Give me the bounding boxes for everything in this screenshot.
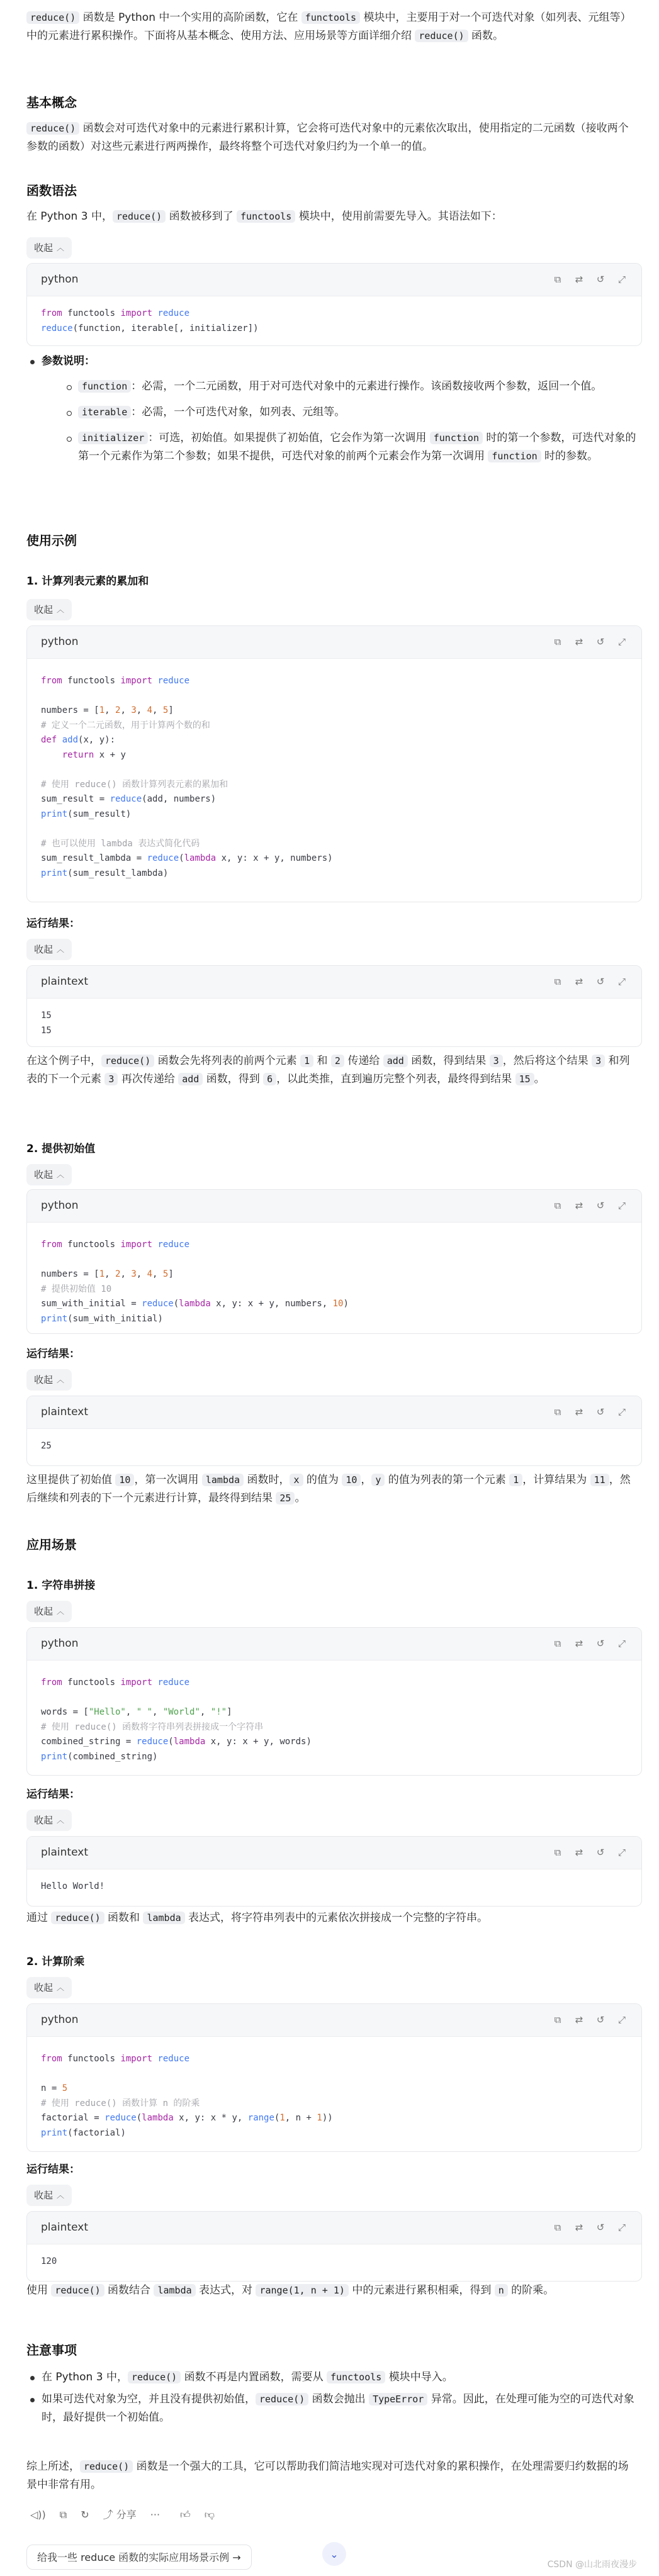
code-content: from functools import reduce numbers = [1, 2, 3, 4, 5] # 提供初始值 10 sum_with_initial = reduce(lambda x, y: x + y, numbers, 10) print(sum_with_initial) xyxy=(41,1240,349,1324)
inline-code: 10 xyxy=(342,1474,361,1486)
thumbs-up-icon[interactable]: 👍︎ xyxy=(180,2509,191,2521)
wrap-icon[interactable]: ⇄ xyxy=(575,1638,583,1649)
list-item xyxy=(63,403,637,422)
inline-code: x xyxy=(290,1474,303,1486)
text: ，计算结果为 xyxy=(522,1474,590,1486)
section-title-notes: 注意事项 xyxy=(26,2343,77,2358)
text: 传递给 xyxy=(344,1055,383,1067)
text: 函数会先将列表的前两个元素 xyxy=(154,1055,301,1067)
code-toolbar xyxy=(552,1844,628,1862)
intro-paragraph xyxy=(26,9,637,45)
inline-code: TypeError xyxy=(369,2393,427,2405)
chevron-up-icon: ︿ xyxy=(57,1606,65,1616)
share-icon: ⤴ xyxy=(103,2509,113,2521)
output-line: 15 xyxy=(41,1025,52,1036)
text: 模块中导入。 xyxy=(385,2371,453,2383)
collapse-button[interactable] xyxy=(26,1369,72,1391)
text: 函数。 xyxy=(468,30,504,42)
text: 函数和 xyxy=(104,1912,144,1924)
collapse-button[interactable] xyxy=(26,1977,72,1998)
copy-icon[interactable]: ⧉ xyxy=(554,274,561,285)
text: 函数会对可迭代对象中的元素进行累积计算，它会将可迭代对象中的元素依次取出，使用指定的二元函数（接收两个参数的函数）对这些元素进行两两操作，最终将整个可迭代对象归约为一个单一的值。 xyxy=(26,122,629,153)
code-language: python xyxy=(41,273,79,286)
inline-code: reduce() xyxy=(113,210,166,223)
run-icon[interactable]: ↺ xyxy=(596,2222,605,2233)
inline-code: functools xyxy=(301,11,360,24)
speaker-icon[interactable]: ◁)) xyxy=(30,2509,46,2521)
chevron-up-icon: ︿ xyxy=(57,243,65,252)
inline-code: reduce() xyxy=(101,1055,154,1067)
example-title-1: 1. 计算列表元素的累加和 xyxy=(26,575,149,588)
thumbs-down-icon[interactable]: 👎︎ xyxy=(204,2509,215,2521)
text: 时的第一个参数，可迭代对象的第一个元素作为第二个参数；如果不提供，可迭代对象的前两个元素会作为第一次调用 xyxy=(78,432,636,462)
collapse-label: 收起 xyxy=(34,1374,54,1386)
inline-code: reduce() xyxy=(415,30,468,42)
code-language: plaintext xyxy=(41,975,88,988)
code-header xyxy=(27,1628,641,1660)
inline-code: reduce() xyxy=(256,2393,308,2405)
params-label: 参数说明： xyxy=(42,355,95,367)
text: 。 xyxy=(295,1492,306,1504)
collapse-label: 收起 xyxy=(34,1168,54,1180)
copy-icon[interactable]: ⧉ xyxy=(554,636,561,647)
list-item xyxy=(26,2368,637,2387)
code-toolbar xyxy=(552,973,628,991)
copy-icon[interactable]: ⧉ xyxy=(554,1406,561,1418)
run-icon[interactable]: ↺ xyxy=(596,1406,605,1418)
text: 这里提供了初始值 xyxy=(26,1474,116,1486)
text: 在 Python 3 中， xyxy=(26,210,113,223)
text: 模块中，使用前需要先导入。其语法如下： xyxy=(295,210,502,223)
share-button[interactable] xyxy=(103,2506,137,2524)
text: 函数时， xyxy=(244,1474,290,1486)
collapse-label: 收起 xyxy=(34,242,54,254)
text: 时的参数。 xyxy=(541,450,599,462)
inline-code: 6 xyxy=(263,1073,276,1085)
inline-code: 2 xyxy=(331,1055,344,1067)
code-toolbar xyxy=(552,1197,628,1215)
text: ，以此类推，直到遍历完整个列表，最终得到结果 xyxy=(276,1073,515,1085)
text: 中的元素进行累积相乘，得到 xyxy=(348,2284,495,2297)
code-language: python xyxy=(41,636,79,648)
copy-icon[interactable]: ⧉ xyxy=(554,1847,561,1858)
inline-code: n xyxy=(495,2284,508,2297)
code-block xyxy=(26,263,642,346)
text: 函数是 Python 中一个实用的高阶函数，它在 xyxy=(79,11,301,24)
inline-code: 3 xyxy=(592,1055,605,1067)
inline-code: reduce() xyxy=(51,2284,104,2297)
more-button[interactable]: ··· xyxy=(150,2509,161,2521)
summary-paragraph xyxy=(26,2458,637,2494)
code-toolbar xyxy=(552,1403,628,1421)
scene1-explanation xyxy=(26,1909,637,1927)
text: 函数是一个强大的工具，它可以帮助我们简洁地实现对可迭代对象的累积操作，在处理需要归约数据的场景中非常有用。 xyxy=(26,2460,629,2491)
chevron-up-icon: ︿ xyxy=(57,605,65,614)
inline-code: functools xyxy=(237,210,295,223)
run-result-label: 运行结果： xyxy=(26,917,80,930)
run-result-label: 运行结果： xyxy=(26,1788,80,1801)
run-icon[interactable]: ↺ xyxy=(596,1638,605,1649)
inline-code: reduce() xyxy=(51,1912,104,1924)
collapse-button[interactable] xyxy=(26,599,72,620)
inline-code: 1 xyxy=(509,1474,522,1486)
collapse-label: 收起 xyxy=(34,2189,54,2201)
copy-icon[interactable]: ⧉ xyxy=(554,2222,561,2233)
run-icon[interactable]: ↺ xyxy=(596,2014,605,2025)
inline-code: lambda xyxy=(154,2284,195,2297)
collapse-button[interactable] xyxy=(26,2185,72,2206)
text: 如果可迭代对象为空，并且没有提供初始值， xyxy=(42,2393,256,2405)
scroll-down-button[interactable] xyxy=(322,2542,346,2566)
output-line: Hello World! xyxy=(41,1881,105,1891)
text: 表达式，对 xyxy=(195,2284,256,2297)
inline-code: lambda xyxy=(202,1474,244,1486)
code-header xyxy=(27,2004,641,2037)
inline-code: reduce() xyxy=(80,2460,133,2473)
list-item xyxy=(63,429,637,466)
run-icon[interactable]: ↺ xyxy=(596,1847,605,1858)
text: ，第一次调用 xyxy=(134,1474,202,1486)
code-toolbar xyxy=(552,2011,628,2029)
wrap-icon[interactable]: ⇄ xyxy=(575,1847,583,1858)
text: 和列表的下一个元素 xyxy=(26,1055,630,1085)
code-toolbar xyxy=(552,1635,628,1653)
inline-code: 3 xyxy=(104,1073,118,1085)
inline-code: functools xyxy=(327,2371,385,2383)
copy-icon[interactable]: ⧉ xyxy=(554,1638,561,1649)
text: 函数被移到了 xyxy=(166,210,237,223)
code-header xyxy=(27,1837,641,1869)
code-content: from functools import reduce reduce(function, iterable[, initializer]) xyxy=(41,308,259,333)
copy-icon[interactable]: ⧉ xyxy=(554,976,561,987)
inline-code: 3 xyxy=(490,1055,503,1067)
list-item xyxy=(26,352,637,371)
basic-paragraph xyxy=(26,120,637,156)
text: 综上所述， xyxy=(26,2460,80,2473)
scene-title-2: 2. 计算阶乘 xyxy=(26,1956,85,1968)
run-result-label: 运行结果： xyxy=(26,2163,80,2176)
code-toolbar xyxy=(552,633,628,651)
chevron-up-icon: ︿ xyxy=(57,944,65,954)
code-block xyxy=(26,625,642,902)
collapse-button[interactable] xyxy=(26,939,72,960)
code-block xyxy=(26,1627,642,1776)
text: 通过 xyxy=(26,1912,52,1924)
inline-code: 10 xyxy=(115,1474,134,1486)
inline-code: iterable xyxy=(78,406,131,418)
code-language: python xyxy=(41,2013,79,2026)
text: 函数结合 xyxy=(104,2284,154,2297)
inline-code: 1 xyxy=(300,1055,313,1067)
copy-icon[interactable]: ⧉ xyxy=(59,2509,67,2521)
run-icon[interactable]: ↺ xyxy=(596,274,605,285)
expand-icon[interactable]: ⤢ xyxy=(617,1638,626,1649)
collapse-label: 收起 xyxy=(34,1814,54,1826)
text: ：必需，一个可迭代对象，如列表、元组等。 xyxy=(131,406,346,418)
scene-title-1: 1. 字符串拼接 xyxy=(26,1579,96,1592)
text: 的值为 xyxy=(303,1474,342,1486)
wrap-icon[interactable]: ⇄ xyxy=(575,976,583,987)
collapse-label: 收起 xyxy=(34,1605,54,1617)
chevron-up-icon: ︿ xyxy=(57,1170,65,1179)
output-content xyxy=(41,1439,628,1454)
code-block xyxy=(26,1189,642,1334)
suggestion-chip[interactable]: 给我一些 reduce 函数的实际应用场景示例 → xyxy=(26,2545,252,2570)
run-icon[interactable]: ↺ xyxy=(596,976,605,987)
wrap-icon[interactable]: ⇄ xyxy=(575,2222,583,2233)
copy-icon[interactable]: ⧉ xyxy=(554,1200,561,1211)
copy-icon[interactable]: ⧉ xyxy=(554,2014,561,2025)
watermark: CSDN @山北雨夜漫步 xyxy=(547,2560,637,2570)
message-actions xyxy=(30,2506,215,2524)
section-title-scenes: 应用场景 xyxy=(26,1537,77,1552)
chevron-up-icon: ︿ xyxy=(57,1983,65,1992)
wrap-icon[interactable]: ⇄ xyxy=(575,1406,583,1418)
code-language: python xyxy=(41,1637,79,1650)
output-block xyxy=(26,1396,642,1466)
text: 。 xyxy=(534,1073,545,1085)
text: 函数会抛出 xyxy=(308,2393,369,2405)
inline-code: add xyxy=(178,1073,203,1085)
text: 的阶乘。 xyxy=(507,2284,555,2297)
inline-code: reduce() xyxy=(26,11,79,24)
list-item xyxy=(26,2390,637,2427)
params-list xyxy=(26,352,637,371)
expand-icon[interactable]: ⤢ xyxy=(617,976,626,987)
text: 在这个例子中， xyxy=(26,1055,101,1067)
code-language: python xyxy=(41,1199,79,1212)
collapse-button[interactable] xyxy=(26,237,72,259)
text: ：可选，初始值。如果提供了初始值，它会作为第一次调用 xyxy=(148,432,430,444)
collapse-button[interactable] xyxy=(26,1810,72,1831)
code-header xyxy=(27,626,641,659)
inline-code: reduce() xyxy=(26,122,79,135)
output-content xyxy=(41,2254,628,2270)
expand-icon[interactable]: ⤢ xyxy=(617,2222,626,2233)
text: 再次传递给 xyxy=(118,1073,179,1085)
text: ， xyxy=(361,1474,372,1486)
run-icon[interactable]: ↺ xyxy=(596,636,605,647)
example-title-2: 2. 提供初始值 xyxy=(26,1143,96,1155)
code-language: plaintext xyxy=(41,2221,88,2234)
output-block xyxy=(26,965,642,1047)
code-header xyxy=(27,966,641,999)
inline-code: range(1, n + 1) xyxy=(256,2284,348,2297)
chevron-up-icon: ︿ xyxy=(57,1375,65,1384)
syntax-paragraph xyxy=(26,208,637,226)
output-content xyxy=(41,1879,628,1895)
code-content: from functools import reduce numbers = [1, 2, 3, 4, 5] # 定义一个二元函数，用于计算两个数的和 def add(x, y): return x + y # 使用 reduce() 函数计算列表元素的累加和 sum_result = reduce(add, numbers) print(sum_result) # 也可以使用 lambda 表达式简化代码 sum_result_lambda = reduce(lambda x, y: x + y, numbers) print(sum_result_lambda) xyxy=(41,676,333,878)
chevron-up-icon: ︿ xyxy=(57,1815,65,1825)
expand-icon[interactable]: ⤢ xyxy=(617,1200,626,1211)
list-item xyxy=(63,378,637,396)
regenerate-icon[interactable]: ↻ xyxy=(81,2509,89,2521)
wrap-icon[interactable]: ⇄ xyxy=(575,1200,583,1211)
collapse-button[interactable] xyxy=(26,1164,72,1185)
inline-code: 11 xyxy=(590,1474,609,1486)
output-block xyxy=(26,2211,642,2282)
inline-code: lambda xyxy=(143,1912,184,1924)
section-title-basic: 基本概念 xyxy=(26,95,77,110)
share-label: 分享 xyxy=(116,2509,137,2521)
wrap-icon[interactable]: ⇄ xyxy=(575,2014,583,2025)
inline-code: 25 xyxy=(276,1492,295,1504)
run-result-label: 运行结果： xyxy=(26,1348,80,1360)
wrap-icon[interactable]: ⇄ xyxy=(575,274,583,285)
code-header xyxy=(27,1190,641,1223)
text: 异常。因此，在处理可能为空的可迭代对象时，最好提供一个初始值。 xyxy=(42,2393,634,2424)
chevron-up-icon: ︿ xyxy=(57,2190,65,2200)
run-icon[interactable]: ↺ xyxy=(596,1200,605,1211)
output-block xyxy=(26,1836,642,1907)
params-sublist xyxy=(63,378,637,466)
text: ，然后将这个结果 xyxy=(502,1055,592,1067)
expand-icon[interactable]: ⤢ xyxy=(617,636,626,647)
section-title-usage: 使用示例 xyxy=(26,533,77,548)
inline-code: function xyxy=(430,432,483,444)
inline-code: 15 xyxy=(515,1073,534,1085)
collapse-label: 收起 xyxy=(34,1981,54,1993)
output-line: 120 xyxy=(41,2256,57,2266)
chevron-down-icon: ⌄ xyxy=(330,2548,339,2560)
text: 函数，得到结果 xyxy=(407,1055,490,1067)
code-content: from functools import reduce n = 5 # 使用 reduce() 函数计算 n 的阶乘 factorial = reduce(lambda x, y: x * y, range(1, n + 1)) print(factorial) xyxy=(41,2054,333,2138)
code-block xyxy=(26,2003,642,2152)
code-content: from functools import reduce words = ["Hello", " ", "World", "!"] # 使用 reduce() 函数将字符串列表拼接成一个字符串 combined_string = reduce(lambda x, y: x + y, words) print(combined_string) xyxy=(41,1677,312,1762)
text: 使用 xyxy=(26,2284,52,2297)
scene2-explanation xyxy=(26,2282,637,2300)
text: 在 Python 3 中， xyxy=(42,2371,128,2383)
text: 函数，得到 xyxy=(203,1073,264,1085)
text: 和 xyxy=(313,1055,331,1067)
inline-code: y xyxy=(371,1474,385,1486)
inline-code: add xyxy=(383,1055,408,1067)
inline-code: function xyxy=(78,380,131,393)
collapse-label: 收起 xyxy=(34,603,54,615)
example1-explanation xyxy=(26,1052,637,1089)
code-toolbar xyxy=(552,2219,628,2237)
text: 的值为列表的第一个元素 xyxy=(385,1474,510,1486)
collapse-button[interactable] xyxy=(26,1601,72,1622)
text: 表达式，将字符串列表中的元素依次拼接成一个完整的字符串。 xyxy=(184,1912,488,1924)
output-line: 15 xyxy=(41,1011,52,1021)
inline-code: reduce() xyxy=(128,2371,181,2383)
output-line: 25 xyxy=(41,1441,52,1451)
wrap-icon[interactable]: ⇄ xyxy=(575,636,583,647)
text: 函数不再是内置函数，需要从 xyxy=(181,2371,327,2383)
code-header xyxy=(27,264,641,296)
notes-list xyxy=(26,2368,637,2427)
section-title-syntax: 函数语法 xyxy=(26,183,77,198)
expand-icon[interactable]: ⤢ xyxy=(617,1847,626,1858)
code-header xyxy=(27,1396,641,1429)
text: ，然后继续和列表的下一个元素进行计算，最终得到结果 xyxy=(26,1474,631,1504)
collapse-label: 收起 xyxy=(34,943,54,955)
text: ：必需，一个二元函数，用于对可迭代对象中的元素进行操作。该函数接收两个参数，返回一个值。 xyxy=(131,380,602,393)
expand-icon[interactable]: ⤢ xyxy=(617,2014,626,2025)
inline-code: function xyxy=(488,450,541,462)
output-content xyxy=(41,1009,628,1038)
code-header xyxy=(27,2212,641,2244)
code-language: plaintext xyxy=(41,1846,88,1859)
inline-code: initializer xyxy=(78,432,148,444)
expand-icon[interactable]: ⤢ xyxy=(617,274,626,285)
expand-icon[interactable]: ⤢ xyxy=(617,1406,626,1418)
code-language: plaintext xyxy=(41,1406,88,1418)
code-toolbar xyxy=(552,271,628,289)
example2-explanation xyxy=(26,1471,637,1508)
text: 模块中，主要用于对一个可迭代对象（如列表、元组等）中的元素进行累积操作。下面将从基本概念、使用方法、应用场景等方面详细介绍 xyxy=(26,11,631,42)
